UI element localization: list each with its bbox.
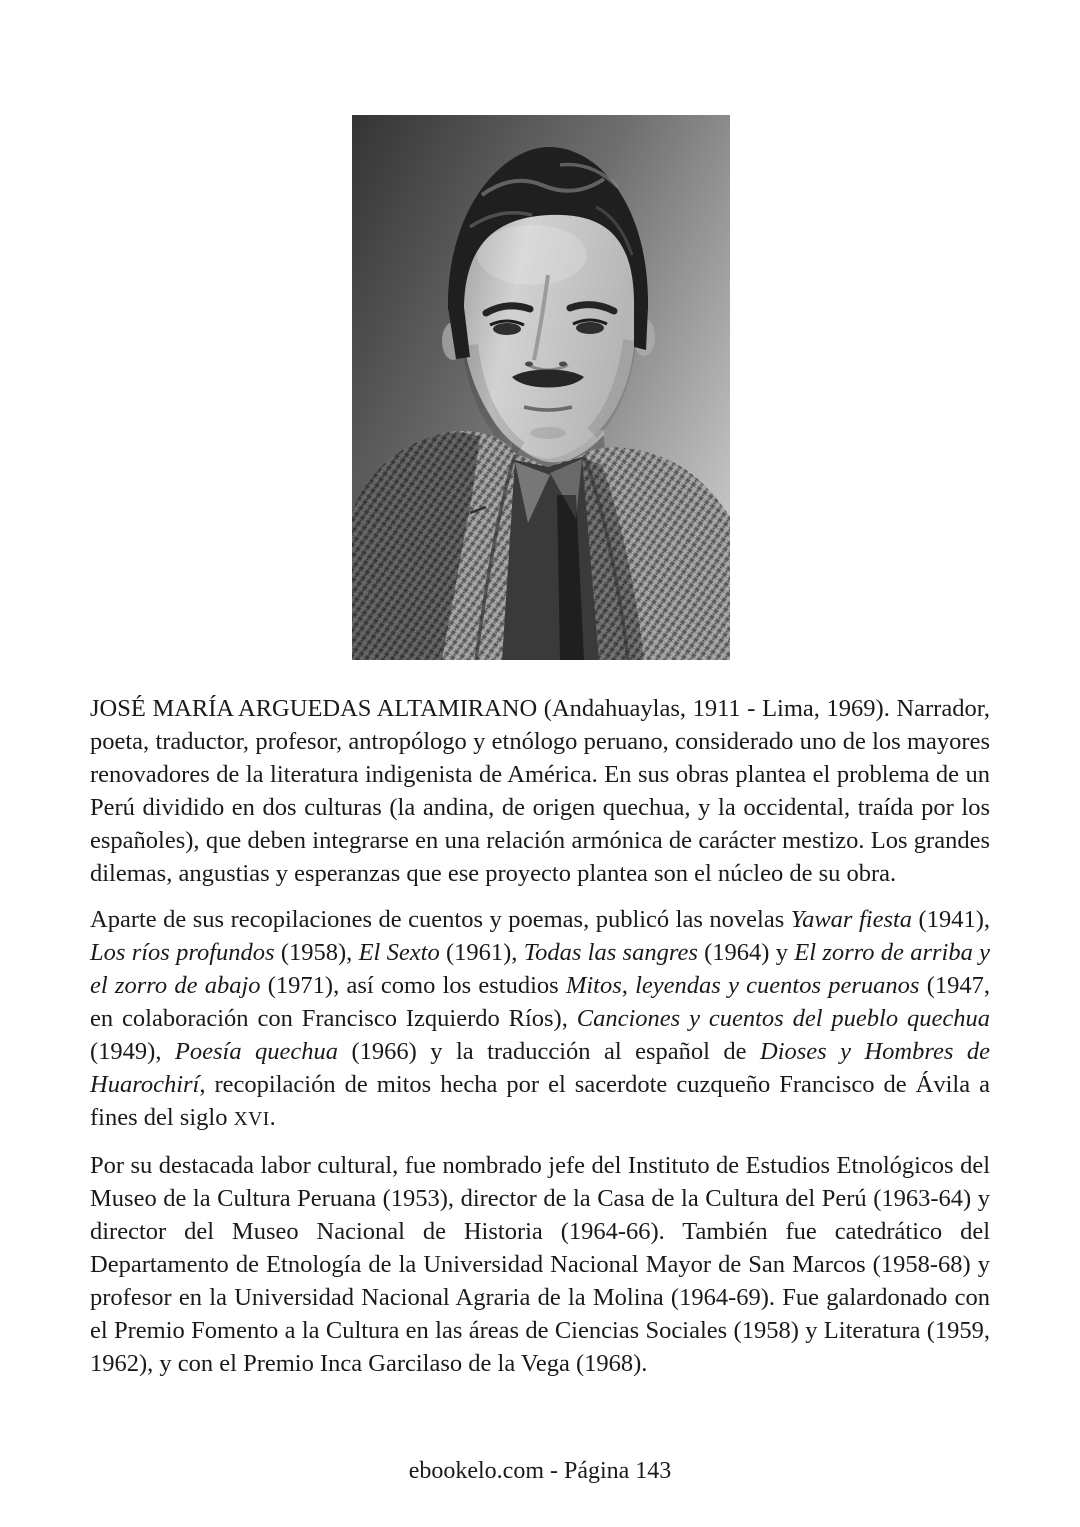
page-footer [0,1458,1080,1485]
paragraph-bio-intro: JOSÉ MARÍA ARGUEDAS ALTAMIRANO (Andahuaylas, 1911 - Lima, 1969). Narrador, poeta, traductor, profesor, antropólogo y etnólogo peruano, considerado uno de los mayores renovadores de la literatura indigenista de América. En sus obras plantea el problema de un Perú dividido en dos culturas (la andina, de origen quechua, y la occidental, traída por los españoles), que deben integrarse en una relación armónica de carácter mestizo. Los grandes dilemas, angustias y esperanzas que ese proyecto plantea son el núcleo de su obra. [90,695,990,887]
paragraph-career: Por su destacada labor cultural, fue nombrado jefe del Instituto de Estudios Etnológicos del Museo de la Cultura Peruana (1953), director de la Casa de la Cultura del Perú (1963-64) y director del Museo Nacional de Historia (1964-66). También fue catedrático del Departamento de Etnología de la Universidad Nacional Mayor de San Marcos (1958-68) y profesor en la Universidad Nacional Agraria de la Molina (1964-69). Fue galardonado con el Premio Fomento a la Cultura en las áreas de Ciencias Sociales (1958) y Literatura (1959, 1962), y con el Premio Inca Garcilaso de la Vega (1968). [90,1152,990,1377]
paragraph-works: Aparte de sus recopilaciones de cuentos y poemas, publicó las novelas Yawar fiesta (1941), Los ríos profundos (1958), El Sexto (1961), Todas las sangres (1964) y El zorro de arriba y el zorro de abajo (1971), así como los estudios Mitos, leyendas y cuentos peruanos (1947, en colaboración con Francisco Izquierdo Ríos), Canciones y cuentos del pueblo quechua (1949), Poesía quechua (1966) y la traducción al español de Dioses y Hombres de Huarochirí, recopilación de mitos hecha por el sacerdote cuzqueño Francisco de Ávila a fines del siglo XVI. [90,906,990,1131]
portrait-photo [352,115,730,660]
biography-text [90,692,990,1393]
portrait-illustration [352,115,730,660]
portrait-jacket [352,431,730,660]
footer-text: ebookelo.com - Página 143 [408,1458,672,1484]
